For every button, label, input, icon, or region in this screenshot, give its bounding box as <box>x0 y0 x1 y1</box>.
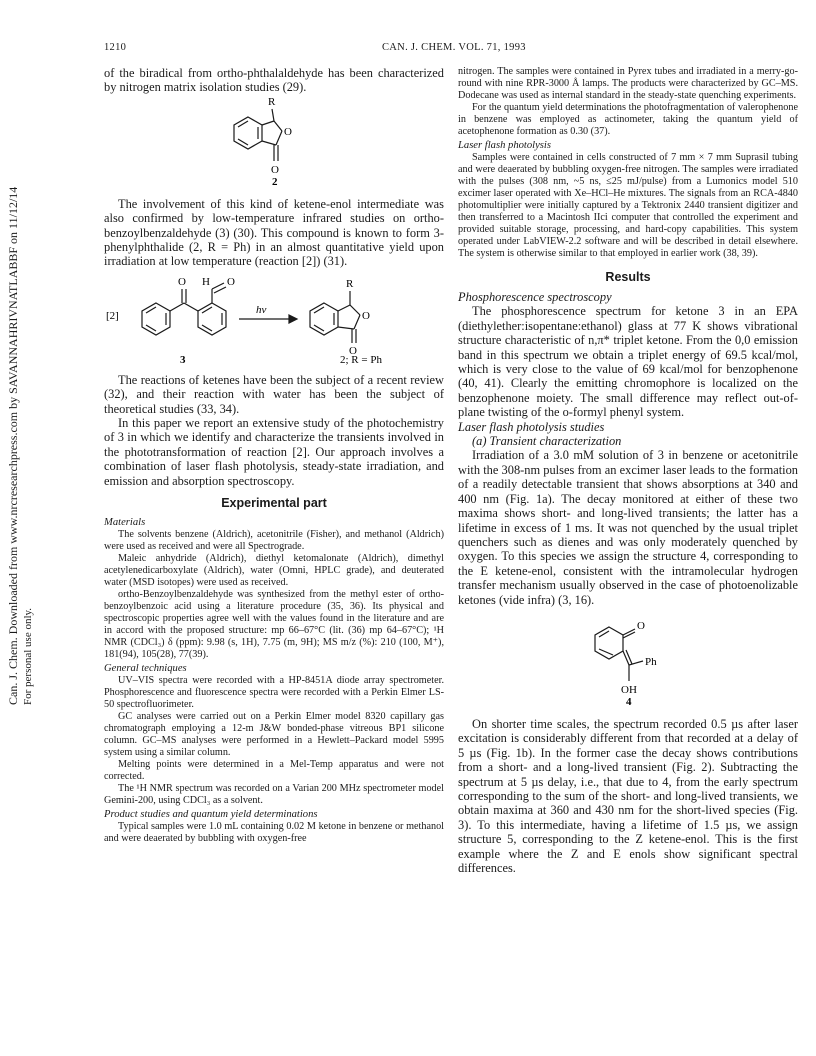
subsection-heading: Materials <box>104 517 146 529</box>
right-column <box>458 66 798 875</box>
download-watermark <box>2 186 38 705</box>
o-label: O <box>349 344 357 357</box>
paragraph: For the quantum yield determinations the photofragmentation of valerophenone in benzene was employed as actinometer, taking the quantum yield of acetophenone formation as 0.30 (37). <box>458 102 798 137</box>
watermark-line-1: Can. J. Chem. Downloaded from www.nrcresearchpress.com by SAVANNAHRIVNATLABBF on 11/12/14 <box>6 186 20 705</box>
compound-label: 4 <box>626 695 632 707</box>
hv-label: hv <box>256 303 267 316</box>
reaction-2-scheme <box>104 269 444 365</box>
compound-label: 3 <box>180 353 186 365</box>
o-label: O <box>178 275 186 288</box>
paragraph: On shorter time scales, the spectrum recorded 0.5 µs after laser excitation is considerably different from that recorded at a delay of 5 µs (Fig. 1b). In the former case the decay shows contributions from a short- and a long-lived transient (Fig. 2). Subtracting the spectrum at 5 µs delay, i.e., that due to 4, from the early spectrum corresponding to the sum of the short- and long-lived transients, we obtain maxima at 360 and 430 nm for the short-lived species (Fig. 3). To this intermediate, having a lifetime of 1.5 µs, we assign structure 5, corresponding to the Z ketene-enol. This is the first example where the Z and E enols show significant spectral differences. <box>458 716 798 875</box>
paragraph: The involvement of this kind of ketene-enol intermediate was also confirmed by low-temperature infrared studies on ortho-benzoylbenzaldehyde (3) (30). This compound is known to form 3-phenylphthalide (2, R = Ph) in an almost quantitative yield upon irradiation at low temperature (reaction [2]) (31). <box>104 196 444 269</box>
subsection-heading: Phosphorescence spectroscopy <box>458 290 612 304</box>
paragraph: UV–VIS spectra were recorded with a HP-8451A diode array spectrometer. Phosphorescence and fluorescence spectra were recorded with a Perkin Elmer LS-50 spectrofluorimeter. <box>104 675 444 711</box>
paragraph: Irradiation of a 3.0 mM solution of 3 in benzene or acetonitrile with the 308-nm pulses from an excimer laser leads to the formation of a readily detectable transient that shows absorptions at 340 and 400 nm (Fig. 1a). The decay monitored at either of these two maxima shows short- and long-lived transients; the latter has a lifetime in excess of 1 ms. It was not quenched by the usual triplet quenchers such as dienes and was only moderately quenched by oxygen. To this species we assign the structure 4, corresponding to the E ketene-enol, consistent with the intramolecular hydrogen transfer mechanism usually observed in the case of photoenolizable ketones (vide infra) (3, 16). <box>458 448 798 607</box>
watermark-line-2: For personal use only. <box>22 607 34 705</box>
ph-label: Ph <box>645 655 657 668</box>
paragraph: GC analyses were carried out on a Perkin Elmer model 8320 capillary gas chromatograph employing a 12-m J&W bonded-phase vitreous BP1 silicone column. GC–MS analyses were performed in a Hewlett–Packard model 5995 system using a similar column. <box>104 711 444 759</box>
subsection-heading: Laser flash photolysis <box>458 140 552 151</box>
paragraph: ortho-Benzoylbenzaldehyde was synthesized from the methyl ester of ortho-benzoylbenzoic acid using a literature procedure (35, 36). Its physical and spectroscopic properties agree well with the values found in the literature and are in accord with the proposed structure: mp 66–67°C (lit. (36) mp 64–67°C); ¹H NMR (CDCl₃) δ (ppm): 9.98 (s, 1H), 7.75 (m, 9H); MS m/z (%): 210 (100, M⁺), 181(94), 105(28), 77(39). <box>104 589 444 661</box>
paragraph: The phosphorescence spectrum for ketone 3 in an EPA (diethylether:isopentane:ethanol) glass at 77 K shows vibrational structure characteristic of n,π* triplet ketone. From the 0,0 emission band in this spectrum we obtain a triplet energy of 69.5 kcal/mol, which is very close to the value of 69 kcal/mol for benzophenone (40, 41). Clearly the emitting chromophore is localized on the benzophenone moiety. The small difference may reflect out-of-plane twisting of the o-formyl phenyl system. <box>458 304 798 420</box>
paragraph: In this paper we report an extensive study of the photochemistry of 3 in which we identify and characterize the transients involved in the phototransformation of reaction [2]. Our approach involves a combination of laser flash photolysis, steady-state irradiation, and emission and absorption spectroscopy. <box>104 416 444 488</box>
structure-2-figure <box>224 95 324 187</box>
section-heading: Results <box>605 270 651 284</box>
subsection-heading: (a) Transient characterization <box>472 434 622 449</box>
subsection-heading: Laser flash photolysis studies <box>458 419 605 434</box>
o-label: O <box>284 125 292 138</box>
left-column <box>104 66 444 845</box>
running-title: CAN. J. CHEM. VOL. 71, 1993 <box>382 42 526 53</box>
o-label: O <box>362 309 370 322</box>
subsection-heading: Product studies and quantum yield determinations <box>104 809 318 821</box>
paragraph: Maleic anhydride (Aldrich), diethyl ketomalonate (Aldrich), dimethyl acetylenedicarboxylate (Aldrich), water (Omni, HPLC grade), and deuterated water (MSD isotopes) were used as received. <box>104 553 444 589</box>
paragraph: of the biradical from ortho-phthalaldehyde has been characterized by nitrogen matrix isolation studies (29). <box>104 66 444 95</box>
r-label: R <box>268 95 276 108</box>
reaction-number: [2] <box>106 309 119 322</box>
page-number: 1210 <box>104 42 127 53</box>
paragraph: Samples were contained in cells constructed of 7 mm × 7 mm Suprasil tubing and were deaerated by bubbling oxygen-free nitrogen. The samples were irradiated with the pulses (308 nm, ~5 ns, ≤25 mJ/pulse) from a Lumonics model 510 excimer laser operated with Xe–HCl–He mixtures. The signals from an RCA-4840 photomultiplier were initially captured by a Tektronix 2440 transient digitizer and then transferred to a Macintosh IIci computer that controlled the experiment and provided suitable storage, processing, and hard-copy capabilities. This system operated under LabVIEW-2.2 software and will be described in detail elsewhere. The system is otherwise similar to that employed in earlier work (38, 39). <box>458 152 798 259</box>
paragraph: The ¹H NMR spectrum was recorded on a Varian 200 MHz spectrometer model Gemini-200, using CDCl₃ as a solvent. <box>104 783 444 807</box>
subsection-heading: General techniques <box>104 663 187 675</box>
paragraph: Typical samples were 1.0 mL containing 0.02 M ketone in benzene or methanol and were deaerated by bubbling with oxygen-free <box>104 821 444 845</box>
o-label: O <box>271 163 279 176</box>
paragraph: nitrogen. The samples were contained in Pyrex tubes and irradiated in a merry-go-round with nine RPR-3000 Å lamps. The products were characterized by GC–MS. Dodecane was used as internal standard in the steady-state quenching experiments. <box>458 66 798 101</box>
compound-label: 2 <box>272 175 278 187</box>
o-label: O <box>637 619 645 632</box>
paragraph: The reactions of ketenes have been the subject of a recent review (32), and their reaction with water has been the subject of theoretical studies (33, 34). <box>104 372 444 416</box>
structure-4-figure <box>573 607 683 707</box>
paragraph: The solvents benzene (Aldrich), acetonitrile (Fisher), and methanol (Aldrich) were used as received and were all Spectrograde. <box>104 529 444 553</box>
compound-label: 2; R = Ph <box>340 353 382 365</box>
o-label: O <box>227 275 235 288</box>
oh-label: OH <box>621 683 637 696</box>
r-label: R <box>346 277 354 290</box>
section-heading: Experimental part <box>221 496 327 511</box>
h-label: H <box>202 275 210 288</box>
paragraph: Melting points were determined in a Mel-Temp apparatus and were not corrected. <box>104 759 444 783</box>
